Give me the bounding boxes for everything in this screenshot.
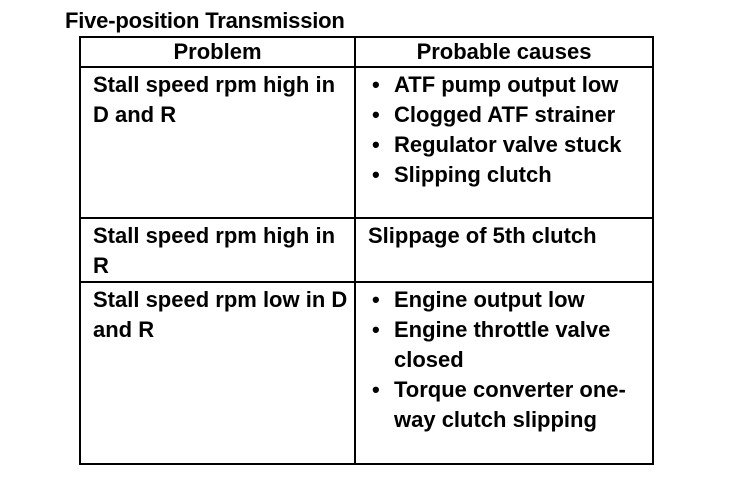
cause-item xyxy=(368,70,646,100)
cause-list xyxy=(368,70,646,190)
cause-item xyxy=(368,375,646,435)
cause-item xyxy=(368,160,646,190)
bullet-icon: • xyxy=(372,72,380,97)
table-row xyxy=(80,218,653,282)
table-row xyxy=(80,282,653,464)
cause-text: Slipping clutch xyxy=(394,162,552,187)
table-header-row xyxy=(80,37,653,67)
table-row xyxy=(80,67,653,218)
bullet-icon: • xyxy=(372,287,380,312)
causes-cell: Slippage of 5th clutch xyxy=(355,218,653,282)
problem-cell: Stall speed rpm high in D and R xyxy=(80,67,355,218)
problem-cell: Stall speed rpm low in D and R xyxy=(80,282,355,464)
document-title: Five-position Transmission xyxy=(65,8,345,33)
problem-cell: Stall speed rpm high in R xyxy=(80,218,355,282)
cause-text: ATF pump output low xyxy=(394,72,619,97)
cause-item xyxy=(368,130,646,160)
bullet-icon: • xyxy=(372,162,380,187)
bullet-icon: • xyxy=(372,377,380,402)
cause-text: Clogged ATF strainer xyxy=(394,102,616,127)
cause-text: Torque converter one-way clutch slipping xyxy=(394,377,626,432)
bullet-icon: • xyxy=(372,102,380,127)
cause-list xyxy=(368,285,646,435)
cause-text: Engine throttle valve closed xyxy=(394,317,611,372)
header-problem: Problem xyxy=(80,37,355,67)
causes-cell xyxy=(355,282,653,464)
header-probable-causes: Probable causes xyxy=(355,37,653,67)
cause-item xyxy=(368,315,646,375)
causes-cell xyxy=(355,67,653,218)
cause-item xyxy=(368,100,646,130)
cause-text: Regulator valve stuck xyxy=(394,132,622,157)
troubleshooting-table xyxy=(79,36,654,465)
bullet-icon: • xyxy=(372,132,380,157)
cause-text: Engine output low xyxy=(394,287,585,312)
cause-item xyxy=(368,285,646,315)
bullet-icon: • xyxy=(372,317,380,342)
